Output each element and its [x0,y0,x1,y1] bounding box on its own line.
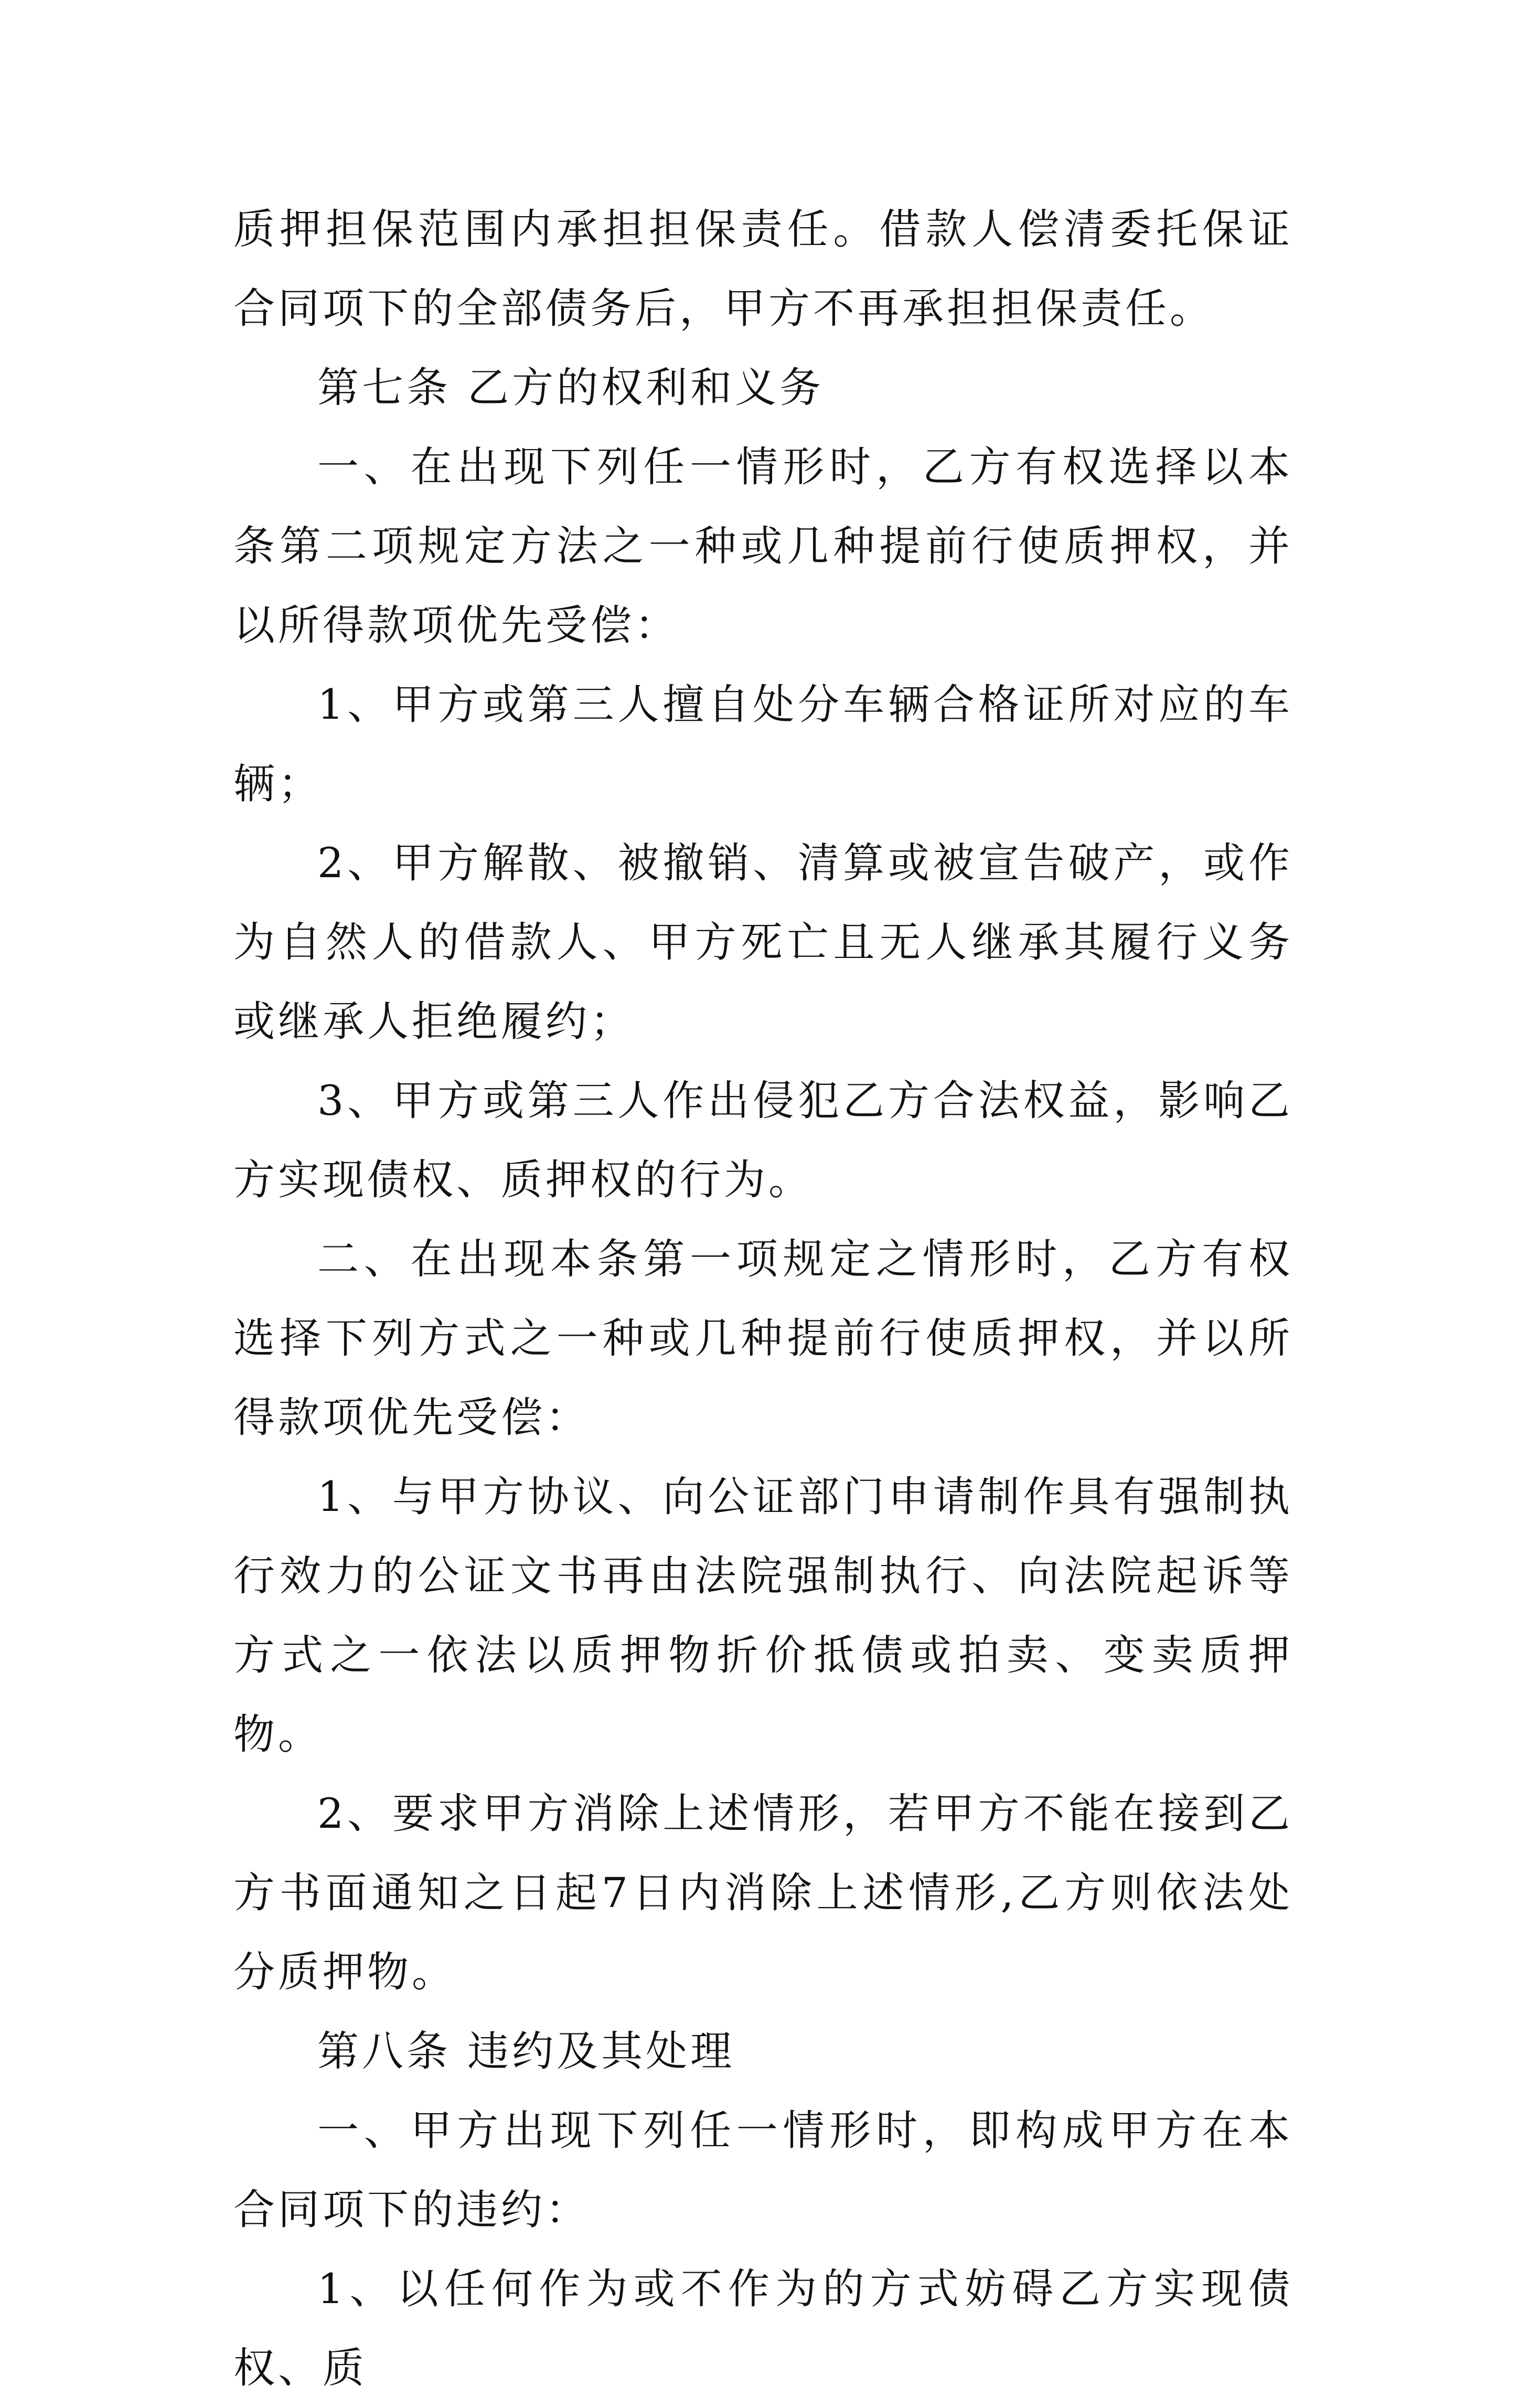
list-item: 2、甲方解散、被撤销、清算或被宣告破产，或作为自然人的借款人、甲方死亡且无人继承其履行义务或继承人拒绝履约； [233,839,1293,1046]
paragraph: 质押担保范围内承担担保责任。借款人偿清委托保证合同项下的全部债务后，甲方不再承担担保责任。 [233,205,1293,333]
list-item: 1、甲方或第三人擅自处分车辆合格证所对应的车辆； [233,680,1293,808]
paragraph: 一、在出现下列任一情形时，乙方有权选择以本条第二项规定方法之一种或几种提前行使质押权，并以所得款项优先受偿： [233,443,1293,649]
list-item: 1、与甲方协议、向公证部门申请制作具有强制执行效力的公证文书再由法院强制执行、向法院起诉等方式之一依法以质押物折价抵债或拍卖、变卖质押物。 [233,1473,1293,1759]
list-item: 2、要求甲方消除上述情形，若甲方不能在接到乙方书面通知之日起7日内消除上述情形,乙方则依法处分质押物。 [233,1789,1293,1996]
article-heading: 第八条 违约及其处理 [317,2027,735,2075]
list-item: 1、以任何作为或不作为的方式妨碍乙方实现债权、质 [233,2265,1293,2392]
article-heading: 第七条 乙方的权利和义务 [317,364,825,412]
document-body [233,190,1293,2408]
list-item: 3、甲方或第三人作出侵犯乙方合法权益，影响乙方实现债权、质押权的行为。 [233,1077,1293,1204]
paragraph: 二、在出现本条第一项规定之情形时，乙方有权选择下列方式之一种或几种提前行使质押权，并以所得款项优先受偿： [233,1235,1293,1442]
paragraph: 一、甲方出现下列任一情形时，即构成甲方在本合同项下的违约： [233,2106,1293,2234]
